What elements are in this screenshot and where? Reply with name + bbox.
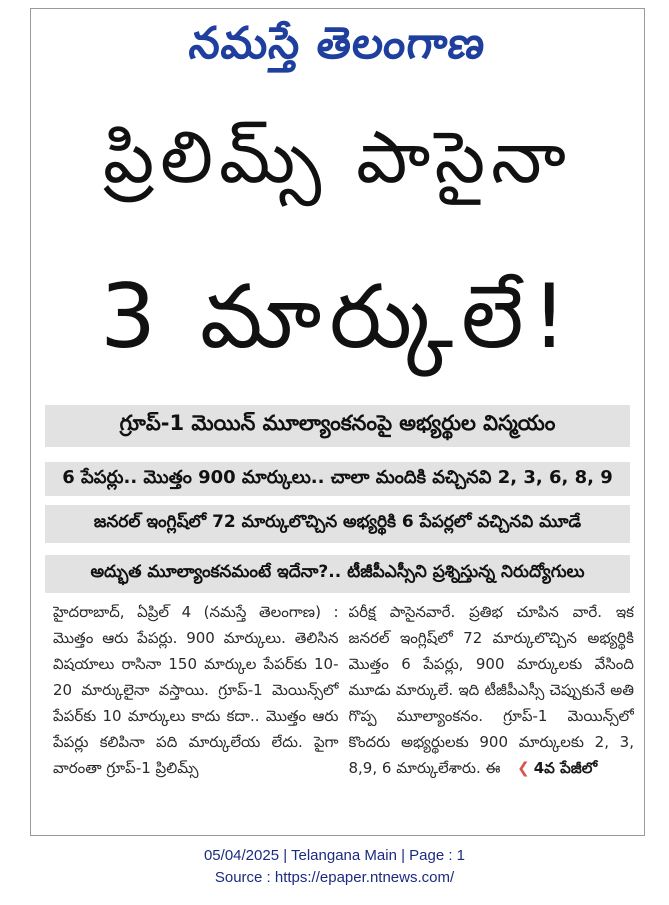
article-column-1-text: హైదరాబాద్, ఏప్రిల్ 4 (నమస్తే తెలంగాణ) : మొత్తం ఆరు పేపర్లు. 900 మార్కులు. తెలిసిన విషయాలు రాసినా 150 మార్కుల పేపర్‌కు 10-20 మార్కులైనా వస్తాయి. గ్రూప్-1 మెయిన్స్‌లో పేపర్‌కు 10 మార్కులు కాదు కదా.. మొత్తం ఆరు పేపర్లు కలిపినా పది మార్కులేయ లేదు. పైగా వారంతా గ్రూప్-1 ప్రిలిమ్స్ bbox=[53, 603, 339, 777]
subhead-2 bbox=[45, 462, 630, 496]
source-footer bbox=[0, 845, 669, 889]
article-body bbox=[53, 599, 634, 824]
subhead-3 bbox=[45, 505, 630, 543]
article-column-2-text: పరీక్ష పాసైనవారే. ప్రతిభ చూపిన వారే. ఇక జనరల్ ఇంగ్లిష్‌లో 72 మార్కులొచ్చిన అభ్యర్థికి మొత్తం 6 పేపర్లు, 900 మార్కులకు వేసింది మూడు మార్కులే. ఇది టీజీపీఎస్సీ చెప్పుకునే అతి గొప్ప మూల్యాంకనం. గ్రూప్-1 మెయిన్స్‌లో కొందరు అభ్యర్థులకు 900 మార్కులకు 2, 3, 8,9, 6 మార్కులేశారు. ఈ bbox=[348, 603, 634, 777]
continued-on-page-link[interactable] bbox=[517, 755, 597, 781]
subhead-4-text: అద్భుత మూల్యాంకనమంటే ఇదేనా?.. టీజీపీఎస్సీని ప్రశ్నిస్తున్న నిరుద్యోగులు bbox=[90, 562, 585, 582]
subhead-4 bbox=[45, 555, 630, 593]
subhead-2-text: 6 పేపర్లు.. మొత్తం 900 మార్కులు.. చాలా మందికి వచ్చినవి 2, 3, 6, 8, 9 bbox=[62, 466, 613, 488]
footer-source-line: Source : https://epaper.ntnews.com/ bbox=[214, 869, 455, 886]
subhead-1-text: గ్రూప్-1 మెయిన్ మూల్యాంకనంపై అభ్యర్థుల విస్మయం bbox=[119, 411, 556, 435]
arrow-left-icon: ❮ bbox=[517, 759, 530, 777]
headline-line-2: 3 మార్కులే! bbox=[100, 265, 575, 368]
article-column-1 bbox=[53, 599, 339, 824]
subhead-1 bbox=[45, 405, 630, 447]
article-column-2 bbox=[349, 599, 635, 824]
masthead-logo: నమస్తే తెలంగాణ bbox=[186, 18, 489, 69]
subhead-3-text: జనరల్ ఇంగ్లిష్‌లో 72 మార్కులొచ్చిన అభ్యర్థికి 6 పేపర్లలో వచ్చినవి మూడే bbox=[93, 512, 582, 532]
headline-line-1: ప్రిలిమ్స్ పాసైనా bbox=[103, 115, 572, 199]
continued-on-page-text: 4వ పేజీలో bbox=[533, 759, 598, 777]
footer-date-line: 05/04/2025 | Telangana Main | Page : 1 bbox=[203, 847, 466, 864]
newspaper-clipping bbox=[30, 8, 645, 836]
